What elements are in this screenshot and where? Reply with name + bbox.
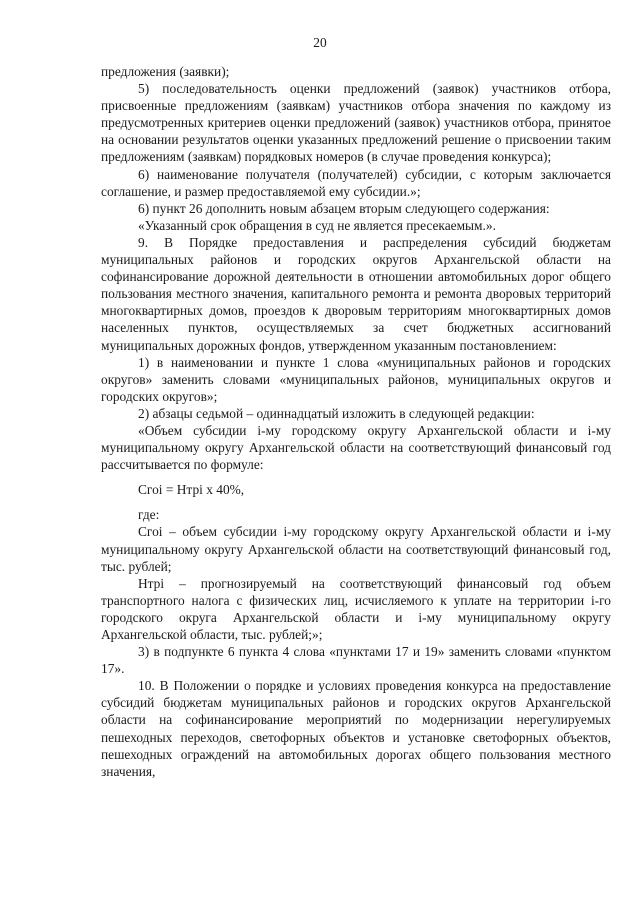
document-body — [101, 63, 611, 780]
paragraph: «Указанный срок обращения в суд не является пресекаемым.». — [138, 217, 496, 233]
paragraph: где: — [138, 507, 160, 523]
paragraph: 5) последовательность оценки предложений (заявок) участников отбора, присвоенные предложениям (заявкам) участников отбора значения по каждому из предусмотренных критериев оценки предложений (заявок) участников отбора, принятое на основании результатов оценки указанных предложений решение о присвоении таким предложениям (заявкам) порядковых номеров (в случае проведения конкурса); — [101, 81, 611, 165]
paragraph: предложения (заявки); — [101, 64, 230, 79]
paragraph: 2) абзацы седьмой – одиннадцатый изложить в следующей редакции: — [138, 405, 535, 421]
page-number: 20 — [313, 35, 327, 50]
paragraph: 10. В Положении о порядке и условиях проведения конкурса на предоставление субсидий бюджетам муниципальных районов и городских округов Архангельской области на софинансирование мероприятий по модернизации нерегулируемых пешеходных переходов, светофорных объектов и установке светофорных объектов, пешеходных ограждений на автомобильных дорогах общего пользования местного значения, — [101, 678, 611, 779]
paragraph: 6) пункт 26 дополнить новым абзацем вторым следующего содержания: — [138, 200, 550, 216]
paragraph: 9. В Порядке предоставления и распределения субсидий бюджетам муниципальных районов и городских округов Архангельской области на софинансирование дорожной деятельности в отношении автомобильных дорог общего пользования местного значения, капитального ремонта и ремонта дворовых территорий многоквартирных домов, проездов к дворовым территориям многоквартирных домов населенных пунктов, осуществляемых за счет бюджетных ассигнований муниципальных дорожных фондов, утвержденном указанным постановлением: — [101, 234, 611, 353]
paragraph: 3) в подпункте 6 пункта 4 слова «пунктами 17 и 19» заменить словами «пунктом 17». — [101, 644, 611, 677]
paragraph: Сгоi = Нтрi x 40%, — [138, 482, 245, 498]
paragraph: «Объем субсидии i-му городскому округу Архангельской области и i-му муниципальному округу Архангельской области на соответствующий финансовый год рассчитывается по формуле: — [101, 422, 611, 473]
paragraph: Нтрi – прогнозируемый на соответствующий финансовый год объем транспортного налога с физических лиц, исчисляемого к уплате на территории i-го городского округа Архангельской области и i-му муниципальному округу Архангельской области, тыс. рублей;»; — [101, 575, 611, 642]
paragraph: 1) в наименовании и пункте 1 слова «муниципальных районов и городских округов» заменить словами «муниципальных районов, муниципальных округов и городских округов»; — [101, 354, 611, 404]
paragraph: 6) наименование получателя (получателей) субсидии, с которым заключается соглашение, и размер предоставляемой ему субсидии.»; — [101, 166, 611, 199]
paragraph: Сгоi – объем субсидии i-му городскому округу Архангельской области и i-му муниципальному округу Архангельской области на соответствующий финансовый год, тыс. рублей; — [101, 524, 611, 574]
